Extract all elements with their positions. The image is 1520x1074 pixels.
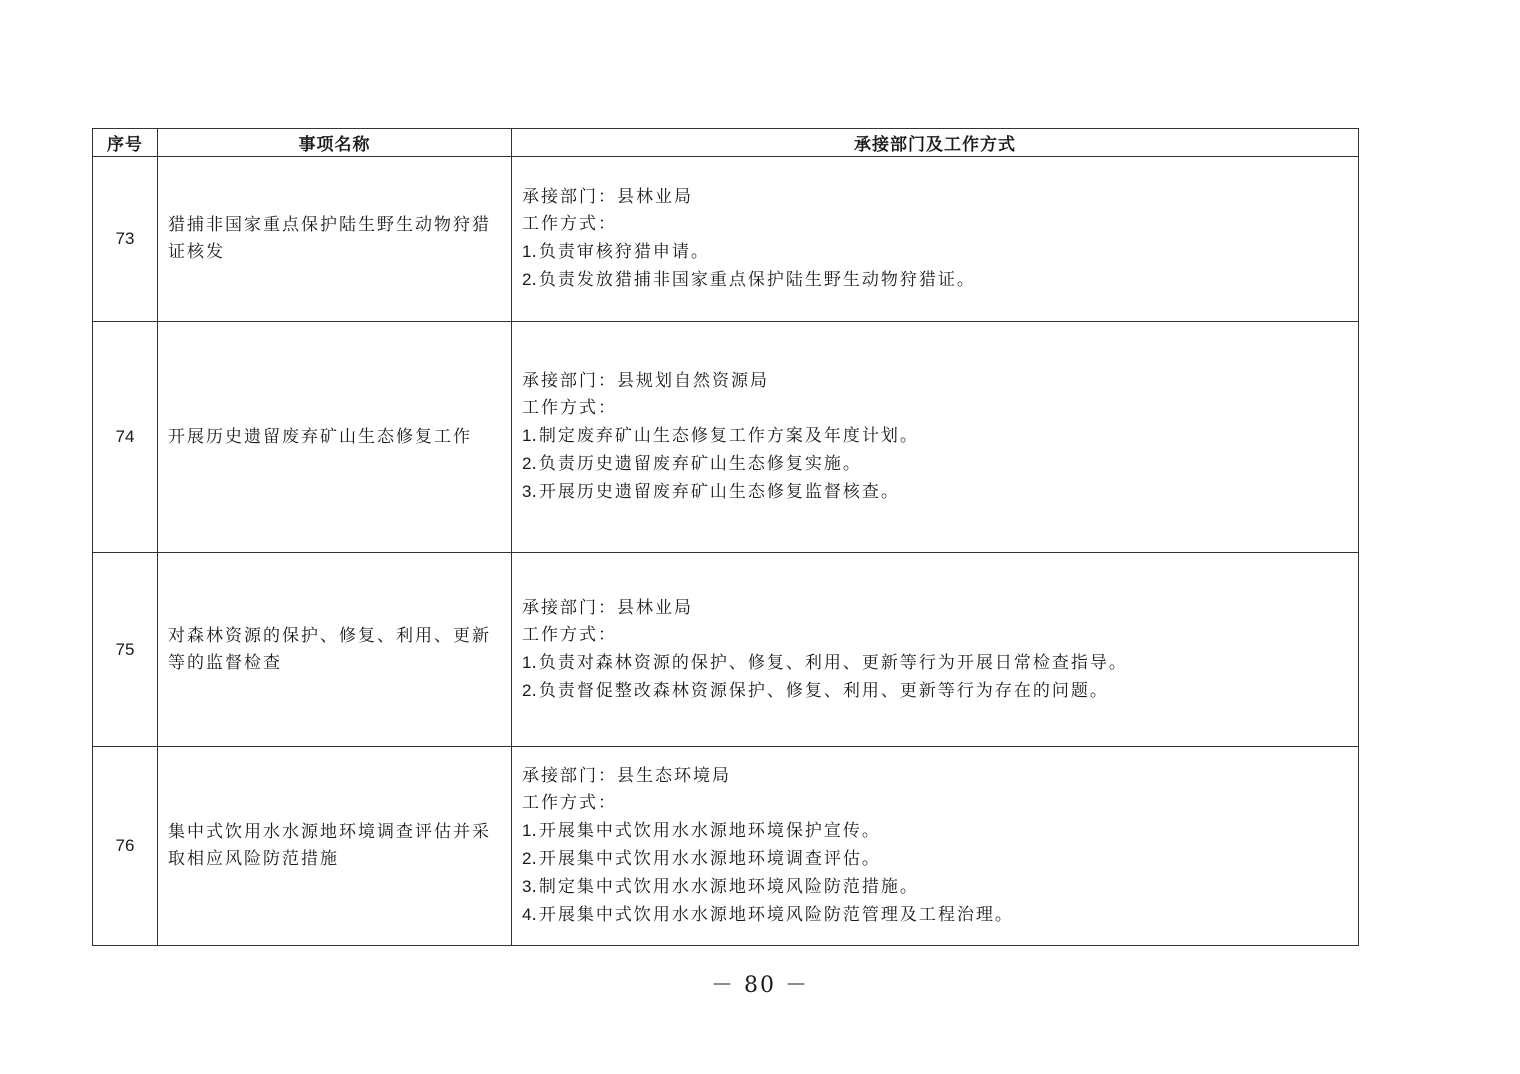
row-department-method (512, 747, 1359, 946)
method-step (522, 845, 1348, 873)
step-number: 2 (522, 454, 532, 473)
step-text: .制定废弃矿山生态修复工作方案及年度计划。 (531, 426, 919, 446)
step-number: 1 (522, 426, 532, 445)
method-step (522, 238, 1348, 266)
table-row (93, 157, 1359, 322)
row-department-method (512, 322, 1359, 553)
table-header-row (93, 129, 1359, 157)
method-step (522, 677, 1348, 705)
method-label: 工作方式： (522, 214, 617, 234)
step-number: 4 (522, 905, 532, 924)
step-number: 1 (522, 652, 532, 672)
step-text: .制定集中式饮用水水源地环境风险防范措施。 (531, 877, 919, 897)
table-row (93, 747, 1359, 946)
step-text: .负责督促整改森林资源保护、修复、利用、更新等行为存在的问题。 (531, 680, 1109, 701)
department-line: 承接部门：县生态环境局 (522, 766, 731, 786)
step-text: .负责对森林资源的保护、修复、利用、更新等行为开展日常检查指导。 (531, 652, 1128, 673)
method-step (522, 873, 1348, 901)
step-number: 3 (522, 482, 532, 501)
department-line: 承接部门：县规划自然资源局 (522, 371, 769, 391)
method-label: 工作方式： (522, 398, 617, 418)
row-serial-number: 74 (93, 322, 158, 553)
method-step (522, 450, 1348, 478)
step-text: .开展历史遗留废弃矿山生态修复监督核查。 (531, 482, 900, 502)
row-serial-number: 75 (93, 553, 158, 747)
step-number: 2 (522, 849, 532, 868)
method-step (522, 422, 1348, 450)
row-item-name: 集中式饮用水水源地环境调查评估并采取相应风险防范措施 (158, 747, 512, 946)
step-text: .负责发放猎捕非国家重点保护陆生野生动物狩猎证。 (531, 270, 976, 290)
method-label: 工作方式： (522, 624, 617, 645)
row-department-method (512, 157, 1359, 322)
method-label: 工作方式： (522, 793, 617, 813)
step-number: 1 (522, 821, 532, 840)
header-item-name: 事项名称 (158, 129, 512, 157)
table-row (93, 553, 1359, 747)
step-text: .开展集中式饮用水水源地环境风险防范管理及工程治理。 (531, 905, 1014, 925)
step-text: .负责历史遗留废弃矿山生态修复实施。 (531, 454, 862, 474)
step-text: .负责审核狩猎申请。 (531, 242, 710, 262)
method-step (522, 901, 1348, 929)
row-item-name: 开展历史遗留废弃矿山生态修复工作 (158, 322, 512, 553)
step-number: 1 (522, 242, 532, 261)
row-serial-number: 73 (93, 157, 158, 322)
items-table (92, 128, 1359, 946)
department-line: 承接部门：县林业局 (522, 187, 693, 207)
step-text: .开展集中式饮用水水源地环境保护宣传。 (531, 821, 881, 841)
method-step (522, 817, 1348, 845)
method-step (522, 478, 1348, 506)
step-text: .开展集中式饮用水水源地环境调查评估。 (531, 849, 881, 869)
row-serial-number: 76 (93, 747, 158, 946)
method-step (522, 649, 1348, 677)
row-department-method (512, 553, 1359, 747)
step-number: 2 (522, 680, 532, 700)
page-number: － 80 － (711, 973, 809, 998)
step-number: 2 (522, 270, 532, 289)
department-line: 承接部门：县林业局 (522, 597, 693, 618)
row-item-name: 对森林资源的保护、修复、利用、更新等的监督检查 (158, 553, 512, 747)
header-department-method: 承接部门及工作方式 (512, 129, 1359, 157)
row-item-name: 猎捕非国家重点保护陆生野生动物狩猎证核发 (158, 157, 512, 322)
step-number: 3 (522, 877, 532, 896)
header-serial-number: 序号 (93, 129, 158, 157)
method-step (522, 266, 1348, 294)
table-row (93, 322, 1359, 553)
